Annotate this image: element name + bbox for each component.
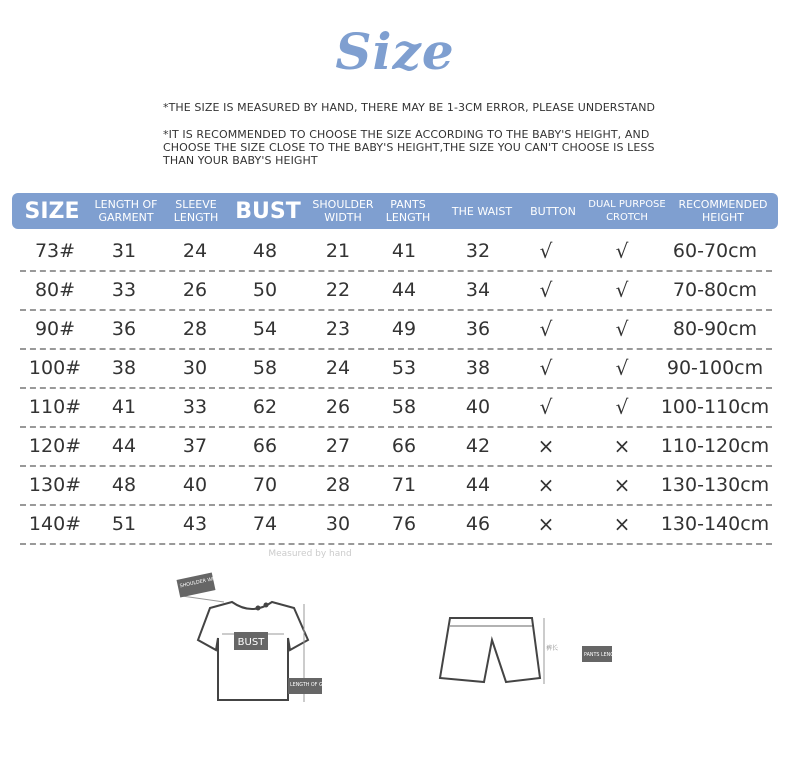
table-cell: 41 — [111, 395, 137, 418]
table-cell: 60-70cm — [672, 239, 758, 262]
check-icon: √ — [539, 394, 553, 419]
header-recommended-height: RECOMMENDED HEIGHT — [678, 198, 768, 224]
table-cell: 33 — [182, 395, 208, 418]
table-cell: 26 — [325, 395, 351, 418]
table-cell: 30 — [325, 512, 351, 535]
table-row — [20, 309, 772, 350]
cross-icon: × — [537, 472, 555, 497]
table-header — [12, 193, 778, 229]
table-cell: 22 — [325, 278, 351, 301]
header-shoulder-width: SHOULDER WIDTH — [312, 198, 374, 224]
table-cell: 21 — [325, 239, 351, 262]
table-cell: 51 — [111, 512, 137, 535]
check-icon: √ — [539, 316, 553, 341]
shorts-diagram — [432, 610, 622, 695]
table-cell: 43 — [182, 512, 208, 535]
table-cell: 40 — [465, 395, 491, 418]
header-pants-length: PANTS LENGTH — [385, 198, 431, 224]
table-cell: 50 — [252, 278, 278, 301]
table-cell: 32 — [465, 239, 491, 262]
table-cell: 58 — [252, 356, 278, 379]
table-cell: 100# — [28, 356, 82, 379]
table-cell: 66 — [252, 434, 278, 457]
table-cell: 76 — [391, 512, 417, 535]
measurement-note: *THE SIZE IS MEASURED BY HAND, THERE MAY BE 1-3CM ERROR, PLEASE UNDERSTAND — [163, 101, 656, 114]
table-row — [20, 387, 772, 428]
table-row — [20, 465, 772, 506]
check-icon: √ — [539, 238, 553, 263]
pants-side-mark: 裤长 — [546, 645, 559, 652]
table-cell: 38 — [111, 356, 137, 379]
bust-label: BUST — [237, 637, 265, 648]
table-cell: 42 — [465, 434, 491, 457]
table-cell: 74 — [252, 512, 278, 535]
table-row — [20, 504, 772, 545]
table-cell: 33 — [111, 278, 137, 301]
table-cell: 140# — [28, 512, 82, 535]
table-row — [20, 231, 772, 272]
check-icon: √ — [539, 277, 553, 302]
table-cell: 130-130cm — [660, 473, 770, 496]
table-cell: 46 — [465, 512, 491, 535]
cross-icon: × — [537, 433, 555, 458]
garment-length-label: LENGTH OF GARMENT — [290, 683, 343, 688]
table-cell: 49 — [391, 317, 417, 340]
header-size: SIZE — [24, 198, 80, 224]
table-cell: 27 — [325, 434, 351, 457]
table-cell: 31 — [111, 239, 137, 262]
table-cell: 24 — [182, 239, 208, 262]
table-row — [20, 426, 772, 467]
table-cell: 110-120cm — [660, 434, 770, 457]
cross-icon: × — [537, 511, 555, 536]
header-length-of-garment: LENGTH OF GARMENT — [94, 198, 158, 224]
table-cell: 54 — [252, 317, 278, 340]
table-cell: 70-80cm — [672, 278, 758, 301]
table-cell: 23 — [325, 317, 351, 340]
table-row — [20, 348, 772, 389]
header-bust: BUST — [235, 198, 301, 224]
table-cell: 30 — [182, 356, 208, 379]
check-icon: √ — [615, 277, 629, 302]
tshirt-diagram — [170, 570, 343, 710]
table-cell: 100-110cm — [660, 395, 770, 418]
table-cell: 28 — [182, 317, 208, 340]
table-cell: 48 — [252, 239, 278, 262]
table-cell: 38 — [465, 356, 491, 379]
check-icon: √ — [615, 394, 629, 419]
table-cell: 90-100cm — [666, 356, 764, 379]
table-cell: 71 — [391, 473, 417, 496]
header-the-waist: THE WAIST — [451, 204, 513, 218]
table-cell: 37 — [182, 434, 208, 457]
table-cell: 70 — [252, 473, 278, 496]
pants-length-label: PANTS LENGTH — [584, 653, 621, 658]
check-icon: √ — [615, 355, 629, 380]
table-cell: 80# — [34, 278, 76, 301]
header-button: BUTTON — [530, 204, 576, 218]
table-cell: 66 — [391, 434, 417, 457]
table-cell: 130# — [28, 473, 82, 496]
check-icon: √ — [615, 316, 629, 341]
height-advice-note: *IT IS RECOMMENDED TO CHOOSE THE SIZE ACCORDING TO THE BABY'S HEIGHT, AND CHOOSE THE SIZE CLOSE TO THE BABY'S HEIGHT,THE SIZE YOU CAN'T CHOOSE IS LESS THAN YOUR BABY'S HEIGHT — [163, 128, 655, 167]
check-icon: √ — [615, 238, 629, 263]
shoulder-label: SHOULDER WIDTH — [179, 575, 225, 590]
table-cell: 58 — [391, 395, 417, 418]
faint-caption: Measured by hand — [268, 549, 352, 559]
table-cell: 44 — [111, 434, 137, 457]
check-icon: √ — [539, 355, 553, 380]
table-cell: 24 — [325, 356, 351, 379]
cross-icon: × — [613, 433, 631, 458]
header-sleeve-length: SLEEVE LENGTH — [173, 198, 219, 224]
table-cell: 44 — [465, 473, 491, 496]
table-cell: 26 — [182, 278, 208, 301]
cross-icon: × — [613, 511, 631, 536]
table-cell: 34 — [465, 278, 491, 301]
table-cell: 90# — [34, 317, 76, 340]
page-title: Size — [335, 22, 455, 81]
table-cell: 36 — [111, 317, 137, 340]
table-cell: 48 — [111, 473, 137, 496]
table-cell: 73# — [34, 239, 76, 262]
cross-icon: × — [613, 472, 631, 497]
table-cell: 40 — [182, 473, 208, 496]
table-cell: 120# — [28, 434, 82, 457]
header-dual-purpose-crotch: DUAL PURPOSE CROTCH — [588, 199, 666, 223]
table-cell: 28 — [325, 473, 351, 496]
table-cell: 62 — [252, 395, 278, 418]
table-cell: 130-140cm — [660, 512, 770, 535]
table-cell: 53 — [391, 356, 417, 379]
table-cell: 80-90cm — [672, 317, 758, 340]
table-cell: 36 — [465, 317, 491, 340]
table-row — [20, 270, 772, 311]
table-cell: 44 — [391, 278, 417, 301]
table-cell: 41 — [391, 239, 417, 262]
table-cell: 110# — [28, 395, 82, 418]
